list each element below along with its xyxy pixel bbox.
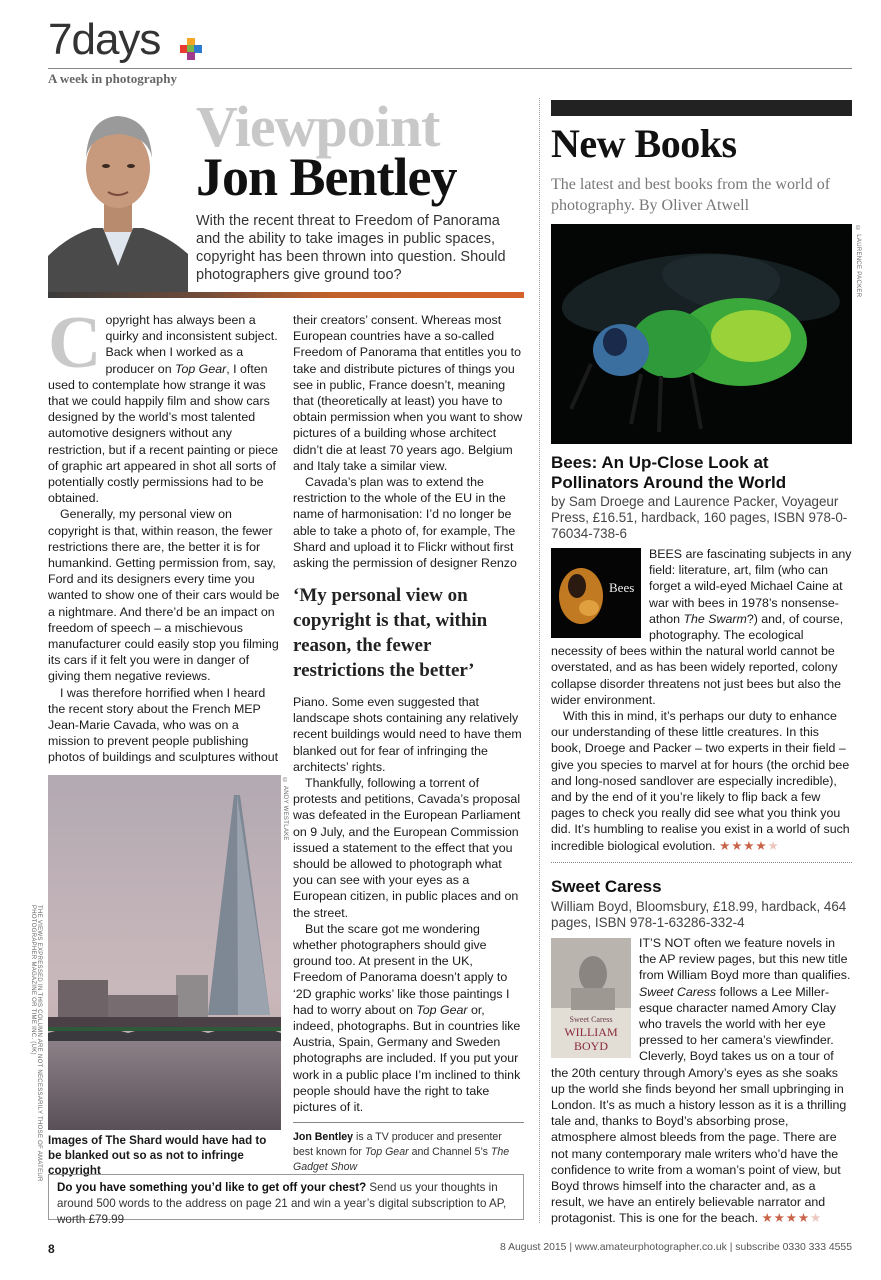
star-icon: ★ (785, 1211, 798, 1226)
star-icon: ★ (773, 1211, 786, 1226)
star-icon: ★ (743, 838, 756, 853)
bio-rule (293, 1122, 524, 1123)
article-column-1 (48, 302, 280, 766)
book-1-title: Bees: An Up-Close Look at Pollinators Around the World (551, 453, 787, 492)
article-paragraph: Piano. Some even suggested that landscape shots containing any relatively recent buildings would need to have them blanked out for fear of infringing the architects’ rights. (293, 695, 522, 774)
book-1-review (551, 546, 852, 854)
article-paragraph: Copyright has always been a quirky and inconsistent subject. Back when I worked as a producer on Top Gear, I often used to contemplate how strange it was that we could happily film and show cars designed by the world’s most talented automotive designers without any restriction, but if a recent painting or piece of graphic art appeared in shot all sorts of potentially costly permissions had to be obtained. (48, 302, 279, 506)
star-icon: ★ (731, 838, 744, 853)
star-icon: ★ (719, 838, 732, 853)
masthead-rule (48, 68, 852, 69)
book-1-star-rating (719, 839, 780, 853)
article-paragraph: Generally, my personal view on copyright is that, within reason, the fewer restrictions there are, the better it is for humankind. Getting permission from, say, Ford and its designers every time you wanted to show one of their cars would be a nightmare. And there’d be an impact on freedom of speech – a mischievous manufacturer could easily stop you filming its cars if it felt you were in danger of giving them negative reviews. (48, 507, 280, 684)
book-1-cover (551, 548, 641, 638)
color-bar (48, 292, 524, 298)
page-number: 8 (48, 1242, 55, 1256)
book-2-cover (551, 938, 631, 1058)
section-bar (551, 100, 852, 116)
bee-photo (551, 224, 852, 444)
article-column-2 (293, 312, 524, 571)
book-2-star-rating (762, 1211, 823, 1225)
disclaimer-credit: THE VIEWS EXPRESSED IN THIS COLUMN ARE NOT NECESSARILY THOSE OF AMATEUR PHOTOGRAPHER MAGAZINE OR TIME INC. (UK) (30, 905, 42, 1182)
reader-submission-box: Do you have something you’d like to get off your chest? Send us your thoughts in around 500 words to the address on page 21 and win a year’s digital subscription to AP, worth £79.99 (48, 1174, 524, 1220)
book-2-cover-author-1: WILLIAM (564, 1025, 618, 1039)
footer-info: 8 August 2015 | www.amateurphotographer.co.uk | subscribe 0330 333 4555 (500, 1242, 852, 1253)
book-2-review (551, 935, 852, 1227)
article-paragraph: Thankfully, following a torrent of protests and petitions, Cavada’s proposal was defeated in the European Parliament on 9 July, and the European Commission issued a statement to the effect that you should be allowed to photograph what you can see with your eyes as a European citizen, in public places and on the street. (293, 776, 521, 920)
star-icon: ★ (755, 838, 768, 853)
masthead-logo-icon (180, 38, 202, 60)
author-portrait (48, 96, 188, 292)
book-1-cover-title: Bees (609, 580, 635, 595)
book-2-title: Sweet Caress (551, 877, 662, 896)
shard-photo (48, 775, 281, 1130)
star-icon: ★ (810, 1211, 823, 1226)
review-paragraph: With this in mind, it’s perhaps our duty to enhance our understanding of these little creatures. In this book, Droege and Packer – two experts in their field – give you species to marvel at for hours (the orchid bee and long-nosed sandlover are especially incredible), and by the end of it you’re likely to flip back a few pages to check you really did see what you think you did. It’s humbling to realise you exist in a world of such incredible biological evolution. ★★★★★ (551, 709, 850, 853)
new-books-subtitle: The latest and best books from the world of photography. By Oliver Atwell (551, 176, 831, 214)
article-paragraph: I was therefore horrified when I heard the recent story about the French MEP Jean-Marie Cavada, who was on a mission to prevent people publishing photos of buildings and sculptures without (48, 685, 279, 765)
article-paragraph: But the scare got me wondering whether photographers should give ground too. At present in the UK, Freedom of Panorama doesn’t apply to ‘2D graphic works’ like those paintings I had to worry about on Top Gear or, indeed, photographs. But in countries like Austria, Spain, Germany and Sweden photographs are included. If you put your work in a public place I’m inclined to think people should have the right to take pictures of it. (293, 921, 521, 1115)
review-separator (551, 862, 852, 863)
bee-photo-credit: © LAURENCE PACKER (855, 226, 861, 298)
viewpoint-label: Viewpoint (196, 94, 440, 159)
book-2-meta: William Boyd, Bloomsbury, £18.99, hardback, 464 pages, ISBN 978-1-63286-332-4 (551, 899, 847, 930)
star-icon: ★ (797, 1211, 810, 1226)
article-column-2-continued (293, 694, 524, 1115)
article-paragraph: Cavada’s plan was to extend the restriction to the whole of the EU in the name of harmonisation: I’d no longer be able to take a photo of, for example, The Shard and upload it to Flickr without first asking the permission of designer Renzo (293, 475, 517, 571)
book-1-meta: by Sam Droege and Laurence Packer, Voyageur Press, £16.51, hardback, 160 pages, ISBN 978-0-76034-738-6 (551, 494, 848, 541)
standfirst: With the recent threat to Freedom of Panorama and the ability to take images in public spaces, copyright has been thrown into question. Should photographers give ground too? (196, 213, 506, 283)
book-2-cover-title: Sweet Caress (569, 1015, 613, 1024)
author-name-heading: Jon Bentley (196, 147, 457, 207)
column-divider (539, 98, 540, 1223)
photo-credit: © ANDY WESTLAKE (282, 778, 288, 841)
book-2-cover-author-2: BOYD (573, 1039, 609, 1053)
review-paragraph: IT’S NOT often we feature novels in the AP review pages, but this new title from William Boyd more than qualifies. Sweet Caress follows a Lee Miller-esque character named Amory Clay who travels the world with her eye pressed to her camera’s viewfinder. Cleverly, Boyd takes us on a tour of the 20th century through Amory’s eyes as she soaks up the world she finds beyond her small upbringing in London. It’s as much a history lesson as it is a thrilling tale and, thanks to Boyd’s absorbing prose, atmosphere almost bleeds from the page. There are not many contemporary male writers who’d have the confidence to write from a woman’s point of view, but Boyd throws himself into the character and, as a result, we have an entirely believable narrator and protagonist. This is one for the beach. ★★★★★ (551, 936, 851, 1226)
masthead-title: 7days (48, 15, 161, 64)
pull-quote: ‘My personal view on copyright is that, within reason, the fewer restrictions the better’ (293, 585, 488, 681)
star-icon: ★ (767, 838, 780, 853)
new-books-title: New Books (551, 121, 737, 166)
masthead-strap: A week in photography (48, 71, 177, 86)
author-bio: Jon Bentley is a TV producer and presenter best known for Top Gear and Channel 5’s The Gadget Show (293, 1131, 510, 1173)
dropcap: C (48, 302, 102, 384)
photo-caption: Images of The Shard would have had to be blanked out so as not to infringe copyright (48, 1134, 267, 1177)
star-icon: ★ (761, 1211, 774, 1226)
review-paragraph: BEES are fascinating subjects in any field: literature, art, film (who can forget a wild-eyed Michael Caine at war with bees in 1978’s nonsense-athon The Swarm?) and, of course, photography. The ecological necessity of bees within the natural world cannot be overstated, and as has been widely reported, colony collapse disorder threatens not just bees but also the wider environment. (551, 547, 852, 707)
article-paragraph: their creators’ consent. Whereas most European countries have a so-called Freedom of Panorama that entitles you to take and distribute pictures of things you see in public, France doesn’t, meaning that (theoretically at least) you have to obtain permission when you want to show pictures of a building whose architect didn’t die at least 70 years ago. Belgium and Italy take a similar view. (293, 313, 523, 473)
